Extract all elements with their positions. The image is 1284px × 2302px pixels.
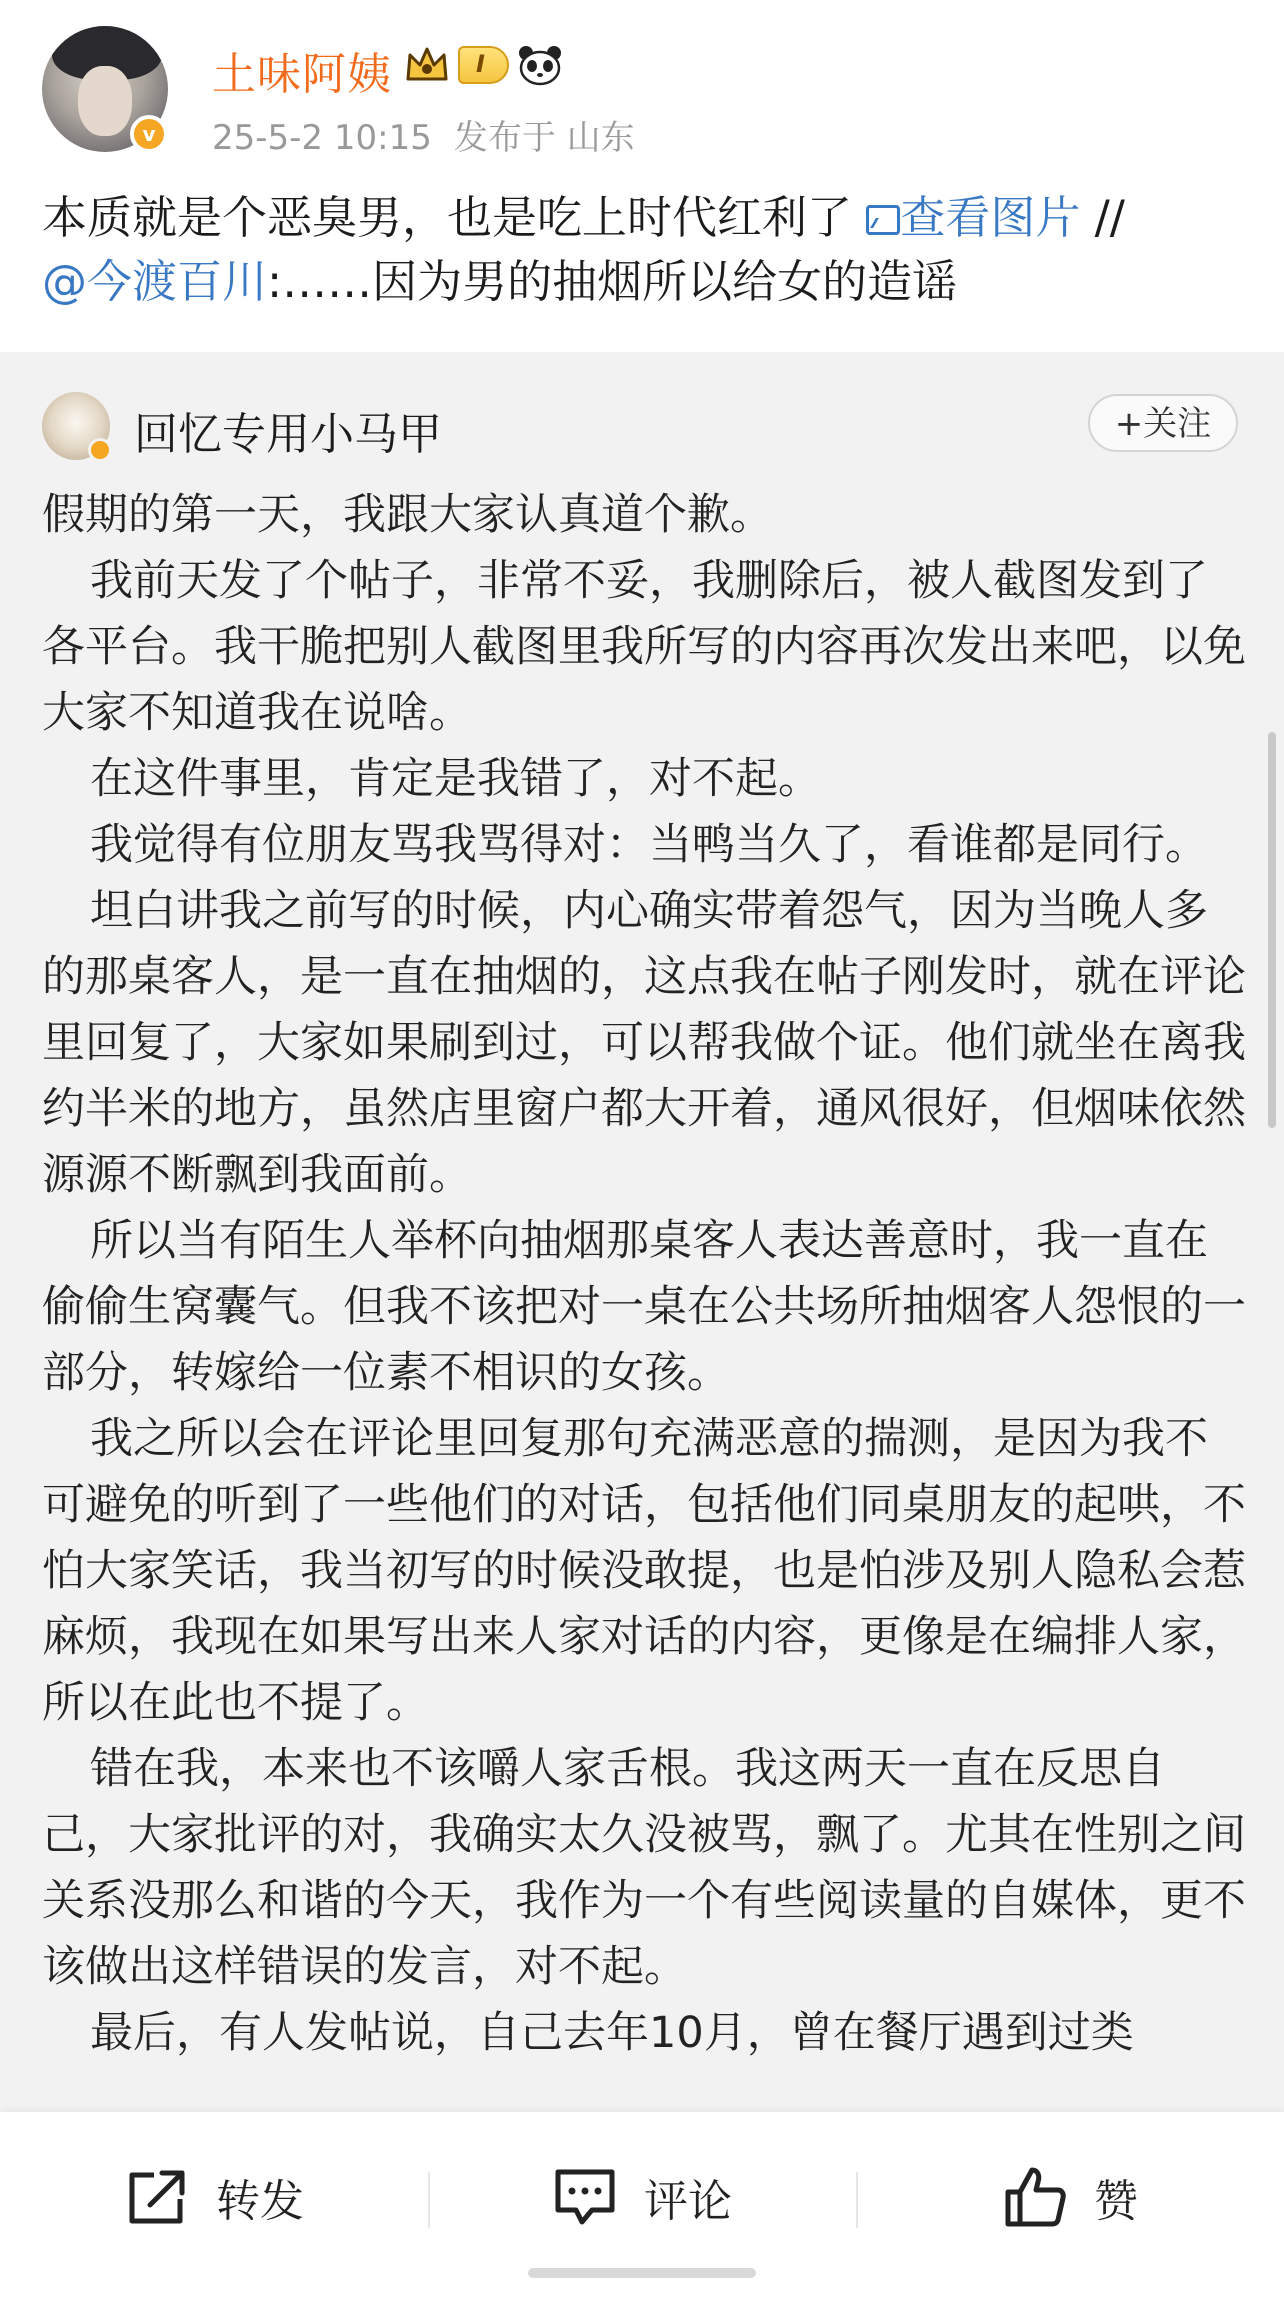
follow-button[interactable]: +关注 (1088, 394, 1238, 452)
paragraph: 在这件事里，肯定是我错了，对不起。 (90, 754, 821, 804)
quoted-author-name[interactable]: 回忆专用小马甲 (134, 409, 442, 460)
repost-label: 转发 (216, 2176, 304, 2227)
quoted-post-body (42, 482, 1248, 2066)
mention-link[interactable]: @今渡百川 (42, 255, 268, 308)
thumbs-up-icon (1002, 2164, 1068, 2230)
repost-button[interactable] (0, 2112, 428, 2282)
post-time: 25-5-2 10:15 (212, 118, 432, 158)
paragraph: 最后，有人发帖说，自己去年10月，曾在餐厅遇到过类 (90, 2008, 1134, 2058)
like-label: 赞 (1094, 2176, 1138, 2227)
post-header (0, 0, 1284, 352)
post-main-text: 本质就是个恶臭男，也是吃上时代红利了 (42, 191, 867, 244)
paragraph: 我之所以会在评论里回复那句充满恶意的揣测，是因为我不可避免的听到了一些他们的对话，包括他们同桌朋友的起哄，不怕大家笑话，我当初写的时候没敢提，也是怕涉及别人隐私会惹麻烦，我现在如果写出来人家对话的内容，更像是在编排人家，所以在此也不提了。 (42, 1414, 1246, 1728)
comment-button[interactable] (428, 2112, 856, 2282)
image-icon (866, 205, 900, 235)
level-badge: I (458, 46, 509, 84)
poster-name[interactable]: 土味阿姨 (212, 49, 392, 100)
home-indicator[interactable] (528, 2268, 756, 2278)
paragraph: 错在我，本来也不该嚼人家舌根。我这两天一直在反思自己，大家批评的对，我确实太久没被骂，飘了。尤其在性别之间关系没那么和谐的今天，我作为一个有些阅读量的自媒体，更不该做出这样错误的发言，对不起。 (42, 1744, 1246, 1992)
panda-icon (517, 44, 563, 86)
crown-icon (404, 45, 450, 85)
post-text (42, 186, 1252, 314)
paragraph: 坦白讲我之前写的时候，内心确实带着怨气，因为当晚人多的那桌客人，是一直在抽烟的，这点我在帖子刚发时，就在评论里回复了，大家如果刷到过，可以帮我做个证。他们就坐在离我约半米的地方，虽然店里窗户都大开着，通风很好，但烟味依然源源不断飘到我面前。 (42, 886, 1246, 1200)
paragraph: 我觉得有位朋友骂我骂得对：当鸭当久了，看谁都是同行。 (90, 820, 1208, 870)
view-image-link[interactable]: 查看图片 (866, 191, 1080, 244)
paragraph: 假期的第一天，我跟大家认真道个歉。 (42, 490, 773, 540)
verified-badge-icon: v (130, 115, 168, 153)
post-meta (212, 110, 635, 159)
comment-icon (552, 2166, 618, 2228)
comment-label: 评论 (644, 2176, 732, 2227)
repost-separator: // (1080, 191, 1125, 244)
user-badges (404, 44, 563, 86)
paragraph: 所以当有陌生人举杯向抽烟那桌客人表达善意时，我一直在偷偷生窝囊气。但我不该把对一桌在公共场所抽烟客人怨恨的一部分，转嫁给一位素不相识的女孩。 (42, 1216, 1246, 1398)
paragraph: 我前天发了个帖子，非常不妥，我删除后，被人截图发到了各平台。我干脆把别人截图里我所写的内容再次发出来吧，以免大家不知道我在说啥。 (42, 556, 1246, 738)
scrollbar-thumb[interactable] (1268, 732, 1276, 1128)
repost-icon (124, 2167, 190, 2227)
quoted-verified-icon (88, 438, 112, 462)
like-button[interactable] (856, 2112, 1284, 2282)
post-location: 发布于 山东 (453, 118, 635, 158)
quoted-post-card[interactable] (0, 352, 1284, 2112)
quoted-chain-text: :……因为男的抽烟所以给女的造谣 (267, 255, 958, 308)
